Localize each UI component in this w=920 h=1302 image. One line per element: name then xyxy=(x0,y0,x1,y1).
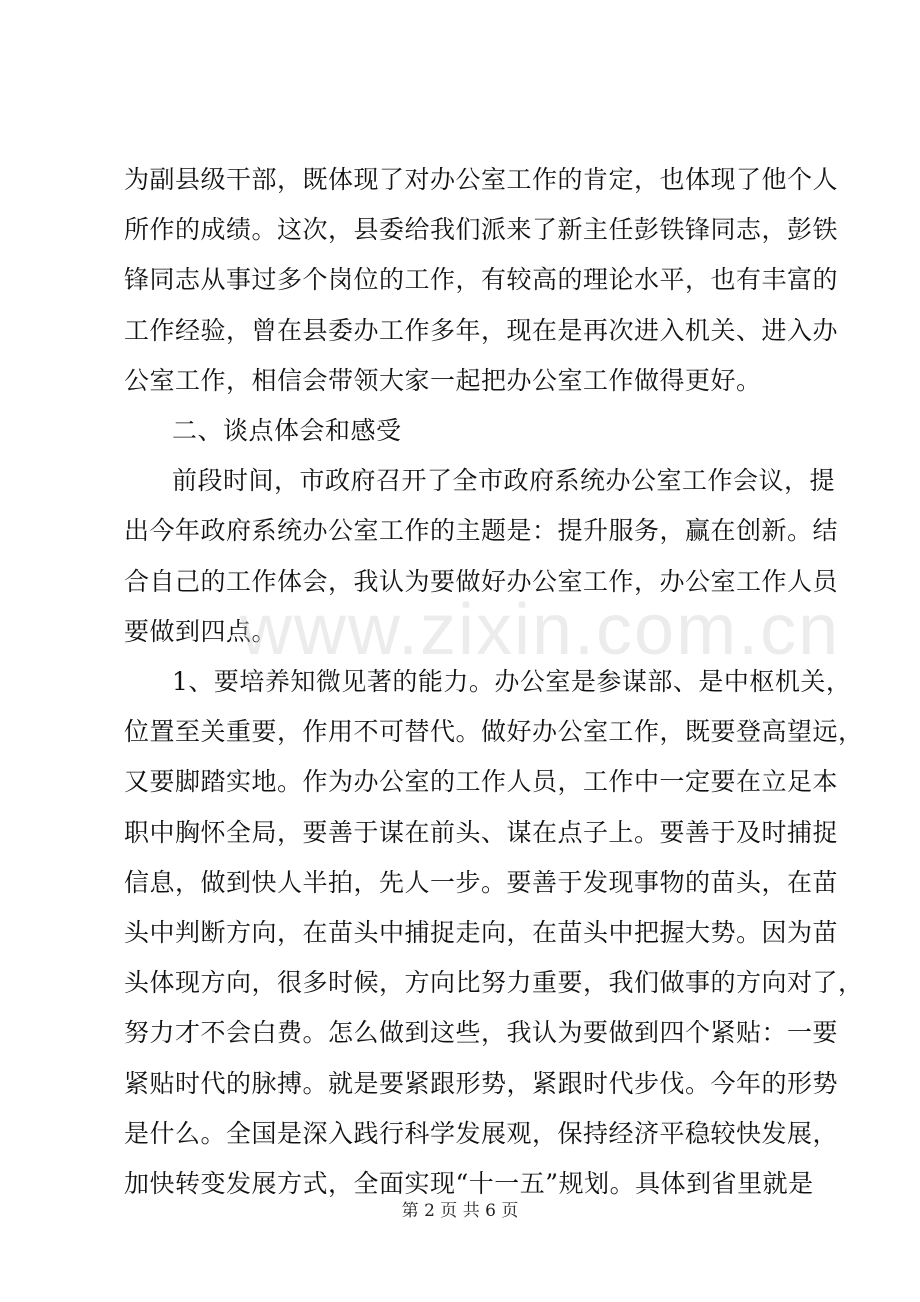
body-text-line-13: 又要脚踏实地。作为办公室的工作人员，工作中一定要在立足本 xyxy=(124,767,839,797)
body-text-line-10: 要做到四点。 xyxy=(124,616,278,646)
body-text-line-1: 为副县级干部，既体现了对办公室工作的肯定，也体现了他个人 xyxy=(124,165,839,194)
body-text-line-4: 工作经验，曾在县委办工作多年，现在是再次进入机关、进入办 xyxy=(124,315,839,345)
body-text-line-12: 位置至关重要，作用不可替代。做好办公室工作，既要登高望远， xyxy=(124,717,864,747)
section-heading: 二、谈点体会和感受 xyxy=(172,416,402,445)
body-text-line-2: 所作的成绩。这次，县委给我们派来了新主任彭铁锋同志，彭铁 xyxy=(124,215,839,245)
body-text-line-19: 紧贴时代的脉搏。就是要紧跟形势，紧跟时代步伐。今年的形势 xyxy=(124,1068,839,1098)
body-text-line-21: 加快转变发展方式，全面实现“十一五”规划。具体到省里就是 xyxy=(124,1169,814,1198)
body-text-line-16: 头中判断方向，在苗头中捕捉走向，在苗头中把握大势。因为苗 xyxy=(124,918,839,947)
body-text-line-11: 1、要培养知微见著的能力。办公室是参谋部、是中枢机关， xyxy=(172,667,852,696)
page-footer: 第 2 页 共 6 页 xyxy=(401,1201,519,1221)
body-text-line-20: 是什么。全国是深入践行科学发展观，保持经济平稳较快发展， xyxy=(124,1118,839,1148)
body-text-line-3: 锋同志从事过多个岗位的工作，有较高的理论水平，也有丰富的 xyxy=(124,265,839,295)
body-text-line-14: 职中胸怀全局，要善于谋在前头、谋在点子上。要善于及时捕捉 xyxy=(124,817,839,847)
body-text-line-5: 公室工作，相信会带领大家一起把办公室工作做得更好。 xyxy=(124,365,762,395)
watermark: www.zixin.com.cn xyxy=(240,590,841,670)
body-text-line-15: 信息，做到快人半拍，先人一步。要善于发现事物的苗头，在苗 xyxy=(124,867,839,897)
body-text-line-9: 合自己的工作体会，我认为要做好办公室工作，办公室工作人员 xyxy=(124,566,839,596)
body-text-line-17: 头体现方向，很多时候，方向比努力重要，我们做事的方向对了， xyxy=(124,968,864,998)
body-text-line-8: 出今年政府系统办公室工作的主题是：提升服务，赢在创新。结 xyxy=(124,516,839,546)
body-text-line-7: 前段时间，市政府召开了全市政府系统办公室工作会议，提 xyxy=(172,466,836,496)
body-text-line-18: 努力才不会白费。怎么做到这些，我认为要做到四个紧贴：一要 xyxy=(124,1018,839,1048)
